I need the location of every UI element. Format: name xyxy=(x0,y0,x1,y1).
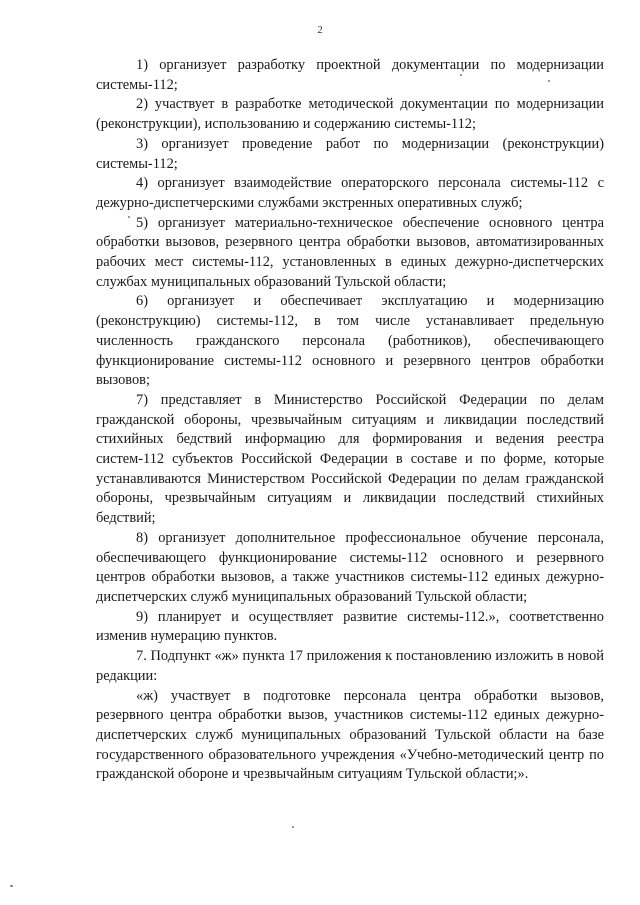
paragraph-subitem-zh: «ж) участвует в подготовке персонала центра обработки вызовов, резервного центра обработки вызов, участников системы-112 единых дежурно-диспетчерских служб муниципальных образований Тульской области на базе государственного образовательного учреждения «Учебно-методический центр по гражданской обороне и чрезвычайным ситуациям Тульской области;». xyxy=(96,687,604,783)
scan-speck xyxy=(128,216,130,218)
scan-speck xyxy=(548,80,550,82)
scan-speck xyxy=(292,826,294,828)
paragraph-item-4: 4) организует взаимодействие операторского персонала системы-112 с дежурно-диспетчерскими службами экстренных оперативных служб; xyxy=(96,175,604,211)
scan-speck xyxy=(460,74,462,76)
scan-speck xyxy=(10,885,13,887)
paragraph-item-3: 3) организует проведение работ по модернизации (реконструкции) системы-112; xyxy=(96,135,604,172)
paragraph-section-7: 7. Подпункт «ж» пункта 17 приложения к постановлению изложить в новой редакции: xyxy=(96,648,604,684)
paragraph-item-5: 5) организует материально-техническое обеспечение основного центра обработки вызовов, резервного центра обработки вызовов, автоматизированных рабочих мест системы-112, установленных в единых дежурно-диспетчерских службах муниципальных образований Тульской области; xyxy=(96,214,604,290)
paragraph-item-2: 2) участвует в разработке методической документации по модернизации (реконструкции), использованию и содержанию системы-112; xyxy=(96,96,604,133)
paragraph-item-1: 1) организует разработку проектной документации по модернизации системы-112; xyxy=(96,57,604,93)
paragraph-item-6: 6) организует и обеспечивает эксплуатацию и модернизацию (реконструкцию) системы-112, в том числе устанавливает предельную численность гражданского персонала (работников), обеспечивающего функционирование системы-112 основного и резервного центров обработки вызовов; xyxy=(96,293,604,389)
page-number: 2 xyxy=(317,24,323,36)
document-body xyxy=(96,56,604,785)
paragraph-item-9: 9) планирует и осуществляет развитие системы-112.», соответственно изменив нумерацию пунктов. xyxy=(96,608,604,645)
paragraph-item-8: 8) организует дополнительное профессиональное обучение персонала, обеспечивающего функционирование системы-112 основного и резервного центров обработки вызовов, а также участников системы-112 единых дежурно-диспетчерских служб муниципальных образований Тульской области; xyxy=(96,529,604,605)
paragraph-item-7: 7) представляет в Министерство Российской Федерации по делам гражданской обороны, чрезвычайным ситуациям и ликвидации последствий стихийных бедствий информацию для формирования и ведения реестра систем-112 субъектов Российской Федерации в составе и по форме, которые устанавливаются Министерством Российской Федерации по делам гражданской обороны, чрезвычайным ситуациям и ликвидации последствий стихийных бедствий; xyxy=(96,391,604,527)
